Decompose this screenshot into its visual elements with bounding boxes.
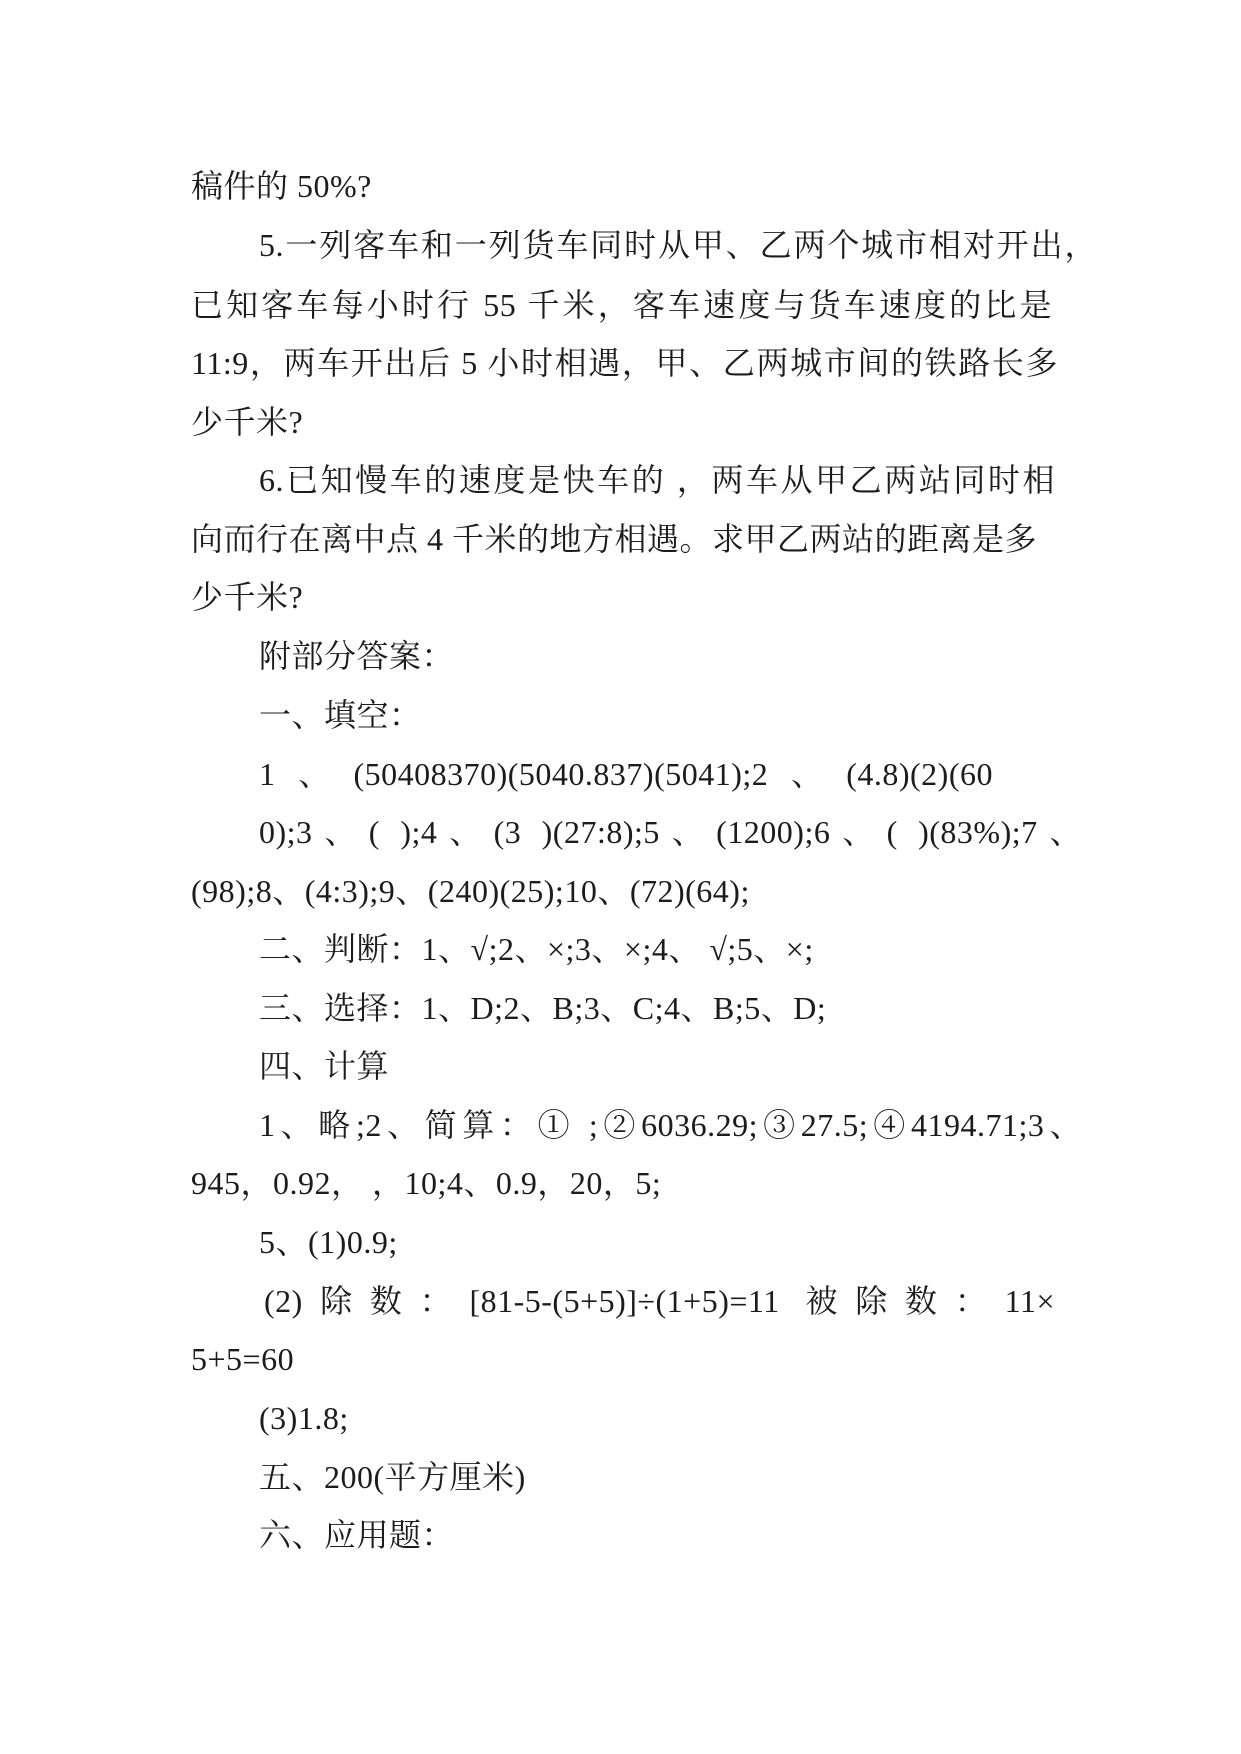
true-false-answers: 二、判断：1、√;2、×;3、×;4、 √;5、×; — [259, 931, 814, 967]
section-five-answer: 五、200(平方厘米) — [259, 1459, 526, 1495]
problem-5-line-1: 5.一列客车和一列货车同时从甲、乙两个城市相对开出， — [259, 227, 1097, 263]
problem-6-line-1: 6.已知慢车的速度是快车的 ，两车从甲乙两站同时相 — [259, 462, 1055, 498]
fill-blank-line-3: (98);8、(4:3);9、(240)(25);10、(72)(64); — [191, 873, 750, 909]
fill-blank-line-1: 1、(50408370)(5040.837)(5041);2、(4.8)(2)(60 — [259, 756, 993, 792]
calculation-line-2: 945，0.92， ，10;4、0.9，20，5; — [191, 1165, 662, 1201]
problem-6-line-2: 向而行在离中点 4 千米的地方相遇。求甲乙两站的距离是多 — [191, 521, 1038, 557]
fill-blank-line-2: 0);3、( );4、(3 )(27:8);5、(1200);6、( )(83%);7、 — [259, 814, 1082, 850]
problem-5-line-2: 已知客车每小时行 55 千米，客车速度与货车速度的比是 — [191, 287, 1052, 323]
answers-heading: 附部分答案： — [259, 638, 455, 674]
problem-6-line-3: 少千米? — [191, 579, 304, 615]
calculation-heading: 四、计算 — [259, 1048, 390, 1084]
continuation-line: 稿件的 50%? — [191, 168, 372, 204]
calculation-line-3: 5、(1)0.9; — [259, 1224, 398, 1260]
problem-5-line-4: 少千米? — [191, 404, 304, 440]
calculation-line-1: 1、略;2、简算：① ;②6036.29;③27.5;④4194.71;3、 — [259, 1107, 1082, 1143]
choice-answers: 三、选择：1、D;2、B;3、C;4、B;5、D; — [259, 990, 827, 1026]
calculation-line-4: (2)除数：[81-5-(5+5)]÷(1+5)=11 被除数：11× — [264, 1283, 1055, 1319]
fill-blank-heading: 一、填空： — [259, 697, 422, 733]
calculation-line-5: 5+5=60 — [191, 1341, 295, 1377]
section-six-heading: 六、应用题： — [259, 1517, 455, 1553]
calculation-line-6: (3)1.8; — [259, 1400, 349, 1436]
problem-5-line-3: 11:9，两车开出后 5 小时相遇，甲、乙两城市间的铁路长多 — [191, 345, 1058, 381]
